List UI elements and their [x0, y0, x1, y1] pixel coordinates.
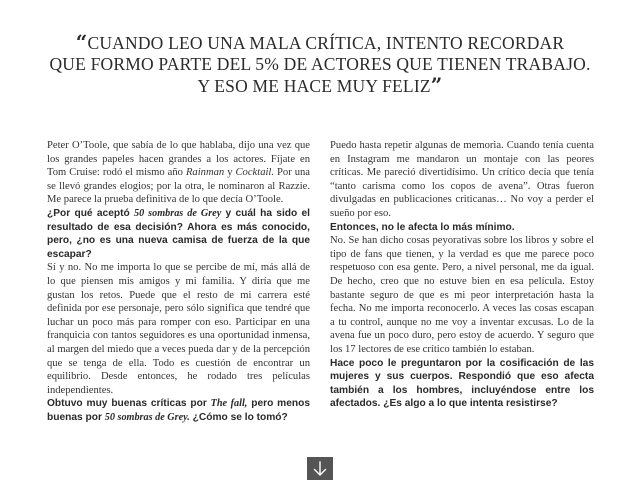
pull-quote-line-3: Y ESO ME HACE MUY FELIZ”: [197, 73, 443, 97]
pull-quote: [0, 32, 640, 97]
next-page-button[interactable]: [307, 457, 333, 480]
arrow-down-icon: [313, 461, 327, 477]
interview-question: ¿Por qué aceptó 50 sombras de Grey y cuál ha sido el resultado de esa decisión? Ahora es más conocido, pero, ¿no es una nueva camisa de fuerza de la que escapar?: [47, 207, 310, 260]
open-quote-mark: “: [75, 30, 88, 54]
interview-question: Obtuvo muy buenas críticas por The fall, pero menos buenas por 50 sombras de Grey. ¿Cómo se lo tomó?: [47, 398, 310, 423]
pull-quote-line-2: QUE FORMO PARTE DEL 5% DE ACTORES QUE TIENEN TRABAJO.: [49, 54, 591, 74]
answer-paragraph: Sí y no. No me importa lo que se percibe de mí, más allá de lo que piensen mis amigos y mi familia. Y diría que me gustan los retos. Puede que el resto de mi carrera esté definida por ese personaje, pero sólo significa que tendré que luchar un poco más para romper con eso. Participar en una franquicia con tantos seguidores es una oportunidad inmensa, al margen del miedo que a veces pueda dar y de la percepción que se tenga de ella. Todo es cuestión de encontrar un equilibrio. Desde entonces, he rodado tres películas independientes.: [47, 262, 310, 396]
pull-quote-line-1: “CUANDO LEO UNA MALA CRÍTICA, INTENTO RECORDAR: [75, 30, 565, 54]
answer-paragraph: Puedo hasta repetir algunas de memoria. Cuando tenía cuenta en Instagram me mandaron un montaje con las peores críticas. Me pareció divertidísimo. Un crítico decía que tenía “tanto carisma como los copos de avena”. Otras fueron divulgadas en publicaciones criticanas… No voy a perder el sueño por eso.: [330, 140, 594, 219]
interview-question: Entonces, no le afecta lo más mínimo.: [330, 221, 515, 233]
article-column-right: [330, 139, 594, 411]
answer-paragraph: No. Se han dicho cosas peyorativas sobre los libros y sobre el tipo de fans que tienen, y la verdad es que me parece poco respetuoso con esa gente. Pero, a nivel personal, me da igual. De hecho, creo que no estuve bien en esa película. Estoy bastante seguro de que es mi peor interpretación hasta la fecha. No me importa reconocerlo. A veces las cosas escapan a tu control, aunque no me voy a inventar excusas. Lo de la avena fue un poco duro, pero estoy de acuerdo. Y seguro que los 17 lectores de ese crítico también lo estaban.: [330, 235, 594, 355]
article-column-left: [47, 139, 310, 424]
close-quote-mark: ”: [430, 73, 443, 97]
answer-paragraph: Peter O’Toole, que sabía de lo que hablaba, dijo una vez que los grandes papeles hacen grandes a los actores. Fíjate en Tom Cruise: rodó el mismo año Rainman y Cocktail. Por una se llevó grandes elogios; por la otra, le nominaron al Razzie. Me parece la prueba definitiva de lo que decía O’Toole.: [47, 140, 311, 206]
interview-question: Hace poco le preguntaron por la cosificación de las mujeres y sus cuerpos. Respondió que eso afecta también a los hombres, incluyéndose entre los afectados. ¿Es algo a lo que intenta resistirse?: [330, 357, 594, 410]
